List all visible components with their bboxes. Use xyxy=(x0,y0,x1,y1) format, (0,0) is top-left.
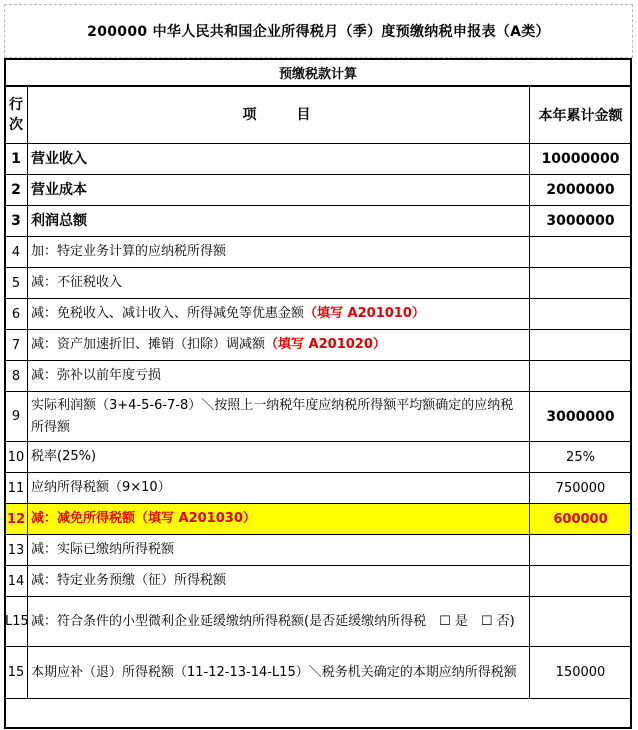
row-amount[interactable]: 600000 xyxy=(530,504,632,535)
table-row xyxy=(5,597,632,647)
row-item: 减：减免所得税额（填写 A201030） xyxy=(28,504,530,535)
table-header-row xyxy=(5,87,632,144)
table-row xyxy=(5,535,632,566)
row-amount[interactable] xyxy=(530,268,632,299)
row-no: 6 xyxy=(5,299,28,330)
row-amount[interactable] xyxy=(530,330,632,361)
table-row xyxy=(5,206,632,237)
row-item: 减：符合条件的小型微利企业延缓缴纳所得税额(是否延缓缴纳所得税 ☐ 是 ☐ 否) xyxy=(28,597,530,647)
table-row xyxy=(5,647,632,699)
row-amount[interactable]: 3000000 xyxy=(530,206,632,237)
row-no: 4 xyxy=(5,237,28,268)
row-item: 本期应补（退）所得税额（11-12-13-14-L15）＼税务机关确定的本期应纳所得税额 xyxy=(28,647,530,699)
row-no: L15 xyxy=(5,597,28,647)
row-item-text: 减：资产加速折旧、摊销（扣除）调减额 xyxy=(31,337,266,352)
table-row xyxy=(5,237,632,268)
row-item: 减：弥补以前年度亏损 xyxy=(28,361,530,392)
row-amount[interactable] xyxy=(530,237,632,268)
table-row xyxy=(5,330,632,361)
row-item: 减：特定业务预缴（征）所得税额 xyxy=(28,566,530,597)
header-row-no: 行次 xyxy=(5,87,28,144)
row-no: 7 xyxy=(5,330,28,361)
row-amount[interactable] xyxy=(530,299,632,330)
row-amount[interactable]: 3000000 xyxy=(530,392,632,442)
row-item: 营业成本 xyxy=(28,175,530,206)
row-no: 2 xyxy=(5,175,28,206)
table-row xyxy=(5,299,632,330)
row-amount[interactable]: 10000000 xyxy=(530,144,632,175)
row-item: 减：不征税收入 xyxy=(28,268,530,299)
row-no: 8 xyxy=(5,361,28,392)
row-amount[interactable]: 750000 xyxy=(530,473,632,504)
table-row xyxy=(5,442,632,473)
row-no: 10 xyxy=(5,442,28,473)
row-item-text: 减：免税收入、减计收入、所得减免等优惠金额 xyxy=(31,306,305,321)
table-row xyxy=(5,175,632,206)
row-amount[interactable] xyxy=(530,597,632,647)
table-row xyxy=(5,392,632,442)
table-row-highlighted xyxy=(5,504,632,535)
row-item: 利润总额 xyxy=(28,206,530,237)
row-item: 营业收入 xyxy=(28,144,530,175)
table-row xyxy=(5,473,632,504)
row-no: 15 xyxy=(5,647,28,699)
row-item xyxy=(28,299,530,330)
row-item: 减：实际已缴纳所得税额 xyxy=(28,535,530,566)
section-title: 预缴税款计算 xyxy=(4,58,632,86)
row-item-note: （填写 A201020） xyxy=(265,337,386,352)
form-title: 200000 中华人民共和国企业所得税月（季）度预缴纳税申报表（A类） xyxy=(4,4,633,58)
row-no: 13 xyxy=(5,535,28,566)
header-amount: 本年累计金额 xyxy=(530,87,632,144)
row-amount[interactable]: 25% xyxy=(530,442,632,473)
row-item xyxy=(28,330,530,361)
table-row xyxy=(5,361,632,392)
row-item: 实际利润额（3+4-5-6-7-8）＼按照上一纳税年度应纳税所得额平均额确定的应纳税所得额 xyxy=(28,392,530,442)
row-amount[interactable] xyxy=(530,535,632,566)
row-no: 9 xyxy=(5,392,28,442)
row-amount[interactable] xyxy=(530,361,632,392)
row-item: 税率(25%) xyxy=(28,442,530,473)
table-row xyxy=(5,144,632,175)
row-amount[interactable] xyxy=(530,566,632,597)
row-item-note: （填写 A201010） xyxy=(304,306,425,321)
row-item: 应纳所得税额（9×10） xyxy=(28,473,530,504)
prepayment-table xyxy=(4,86,632,699)
row-no: 1 xyxy=(5,144,28,175)
row-amount[interactable]: 150000 xyxy=(530,647,632,699)
row-no: 11 xyxy=(5,473,28,504)
row-no: 14 xyxy=(5,566,28,597)
row-no: 5 xyxy=(5,268,28,299)
header-item: 项 目 xyxy=(28,87,530,144)
row-item: 加：特定业务计算的应纳税所得额 xyxy=(28,237,530,268)
table-row xyxy=(5,268,632,299)
row-amount[interactable]: 2000000 xyxy=(530,175,632,206)
row-no: 3 xyxy=(5,206,28,237)
table-row xyxy=(5,566,632,597)
row-no: 12 xyxy=(5,504,28,535)
